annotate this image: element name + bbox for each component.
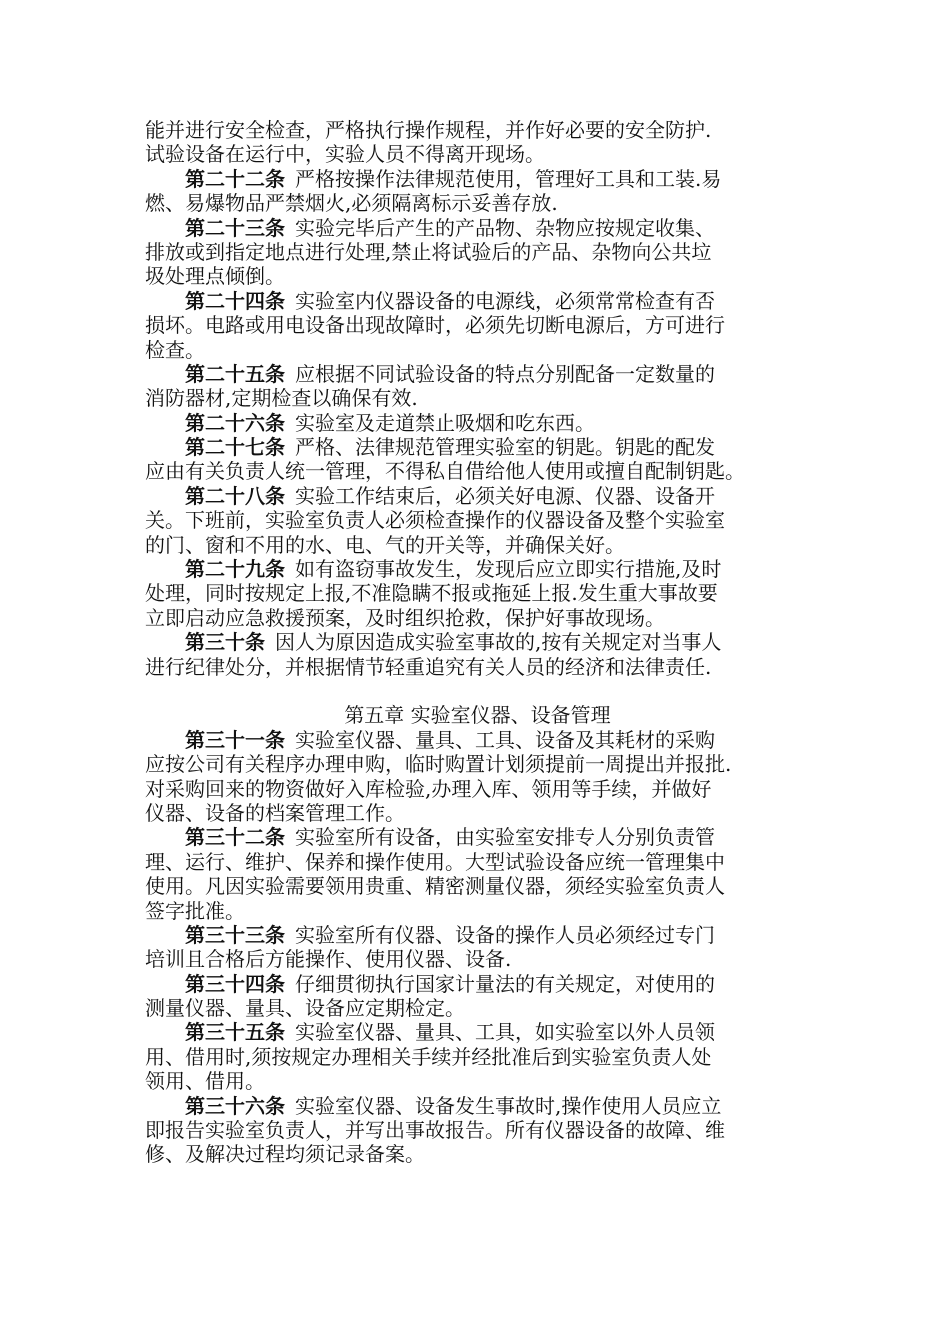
text-line: 即报告实验室负责人，并写出事故报告。所有仪器设备的故障、维 bbox=[145, 1118, 725, 1143]
article-first-line bbox=[145, 728, 810, 752]
blank-line bbox=[145, 679, 810, 703]
document-page bbox=[145, 118, 810, 1167]
article-number: 第二十六条 bbox=[185, 410, 285, 435]
text-line: 对采购回来的物资做好入库检验,办理入库、领用等手续，并做好 bbox=[145, 776, 712, 801]
article-text: 实验室及走道禁止吸烟和吃东西。 bbox=[295, 410, 595, 435]
article-text: 因人为原因造成实验室事故的,按有关规定对当事人 bbox=[275, 630, 722, 655]
article-number: 第三十四条 bbox=[185, 971, 285, 996]
article-text: 实验室所有仪器、设备的操作人员必须经过专门 bbox=[295, 922, 715, 947]
text-line: 处理，同时按规定上报,不准隐瞒不报或拖延上报.发生重大事故要 bbox=[145, 581, 718, 606]
article-text: 如有盗窃事故发生，发现后应立即实行措施,及时 bbox=[295, 557, 722, 582]
text-line: 消防器材,定期检查以确保有效. bbox=[145, 386, 418, 411]
article-number: 第三十一条 bbox=[185, 727, 285, 752]
text-line: 修、及解决过程均须记录备案。 bbox=[145, 1142, 425, 1167]
article-number: 第二十五条 bbox=[185, 361, 285, 386]
article-text: 严格按操作法律规范使用，管理好工具和工装.易 bbox=[295, 166, 722, 191]
text-line: 进行纪律处分，并根据情节轻重追究有关人员的经济和法律责任. bbox=[145, 654, 712, 679]
article-number: 第三十二条 bbox=[185, 825, 285, 850]
article-number: 第二十二条 bbox=[185, 166, 285, 191]
article-number: 第二十四条 bbox=[185, 288, 285, 313]
article-first-line bbox=[145, 557, 810, 581]
article-first-line bbox=[145, 435, 810, 459]
text-line: 培训且合格后方能操作、使用仪器、设备. bbox=[145, 947, 512, 972]
article-number: 第二十八条 bbox=[185, 483, 285, 508]
article-first-line bbox=[145, 216, 810, 240]
text-line: 用、借用时,须按规定办理相关手续并经批准后到实验室负责人处 bbox=[145, 1044, 712, 1069]
article-number: 第二十九条 bbox=[185, 557, 285, 582]
text-line: 使用。凡因实验需要领用贵重、精密测量仪器，须经实验室负责人 bbox=[145, 874, 725, 899]
article-first-line bbox=[145, 972, 810, 996]
article-number: 第三十六条 bbox=[185, 1093, 285, 1118]
text-line: 应由有关负责人统一管理，不得私自借给他人使用或擅自配制钥匙。 bbox=[145, 459, 745, 484]
text-line: 排放或到指定地点进行处理,禁止将试验后的产品、杂物向公共垃 bbox=[145, 239, 712, 264]
article-text: 实验室仪器、量具、工具，如实验室以外人员领 bbox=[295, 1020, 715, 1045]
text-line: 检查。 bbox=[145, 337, 205, 362]
article-first-line bbox=[145, 1020, 810, 1044]
text-line: 损坏。电路或用电设备出现故障时，必须先切断电源后，方可进行 bbox=[145, 313, 725, 338]
text-line: 立即启动应急救援预案，及时组织抢救，保护好事故现场。 bbox=[145, 605, 665, 630]
article-text: 实验室所有设备，由实验室安排专人分别负责管 bbox=[295, 825, 715, 850]
article-first-line bbox=[145, 825, 810, 849]
text-line: 应按公司有关程序办理申购，临时购置计划须提前一周提出并报批. bbox=[145, 752, 732, 777]
text-line: 领用、借用。 bbox=[145, 1069, 265, 1094]
text-line: 签字批准。 bbox=[145, 898, 245, 923]
article-first-line bbox=[145, 923, 810, 947]
article-text: 严格、法律规范管理实验室的钥匙。钥匙的配发 bbox=[295, 435, 715, 460]
article-first-line bbox=[145, 411, 810, 435]
text-line: 测量仪器、量具、设备应定期检定。 bbox=[145, 996, 465, 1021]
article-first-line bbox=[145, 484, 810, 508]
article-first-line bbox=[145, 1094, 810, 1118]
article-text: 仔细贯彻执行国家计量法的有关规定，对使用的 bbox=[295, 971, 715, 996]
text-line: 燃、易爆物品严禁烟火,必须隔离标示妥善存放. bbox=[145, 191, 558, 216]
article-number: 第三十条 bbox=[185, 630, 265, 655]
article-text: 实验工作结束后，必须关好电源、仪器、设备开 bbox=[295, 483, 715, 508]
article-text: 应根据不同试验设备的特点分别配备一定数量的 bbox=[295, 361, 715, 386]
article-text: 实验完毕后产生的产品物、杂物应按规定收集、 bbox=[295, 215, 715, 240]
article-number: 第三十三条 bbox=[185, 922, 285, 947]
text-line: 仪器、设备的档案管理工作。 bbox=[145, 800, 405, 825]
article-text: 实验室内仪器设备的电源线，必须常常检查有否 bbox=[295, 288, 715, 313]
article-first-line bbox=[145, 289, 810, 313]
chapter-heading: 第五章 实验室仪器、设备管理 bbox=[344, 703, 611, 728]
article-number: 第二十三条 bbox=[185, 215, 285, 240]
article-first-line bbox=[145, 630, 810, 654]
text-line: 理、运行、维护、保养和操作使用。大型试验设备应统一管理集中 bbox=[145, 849, 725, 874]
article-first-line bbox=[145, 167, 810, 191]
text-line: 圾处理点倾倒。 bbox=[145, 264, 285, 289]
article-text: 实验室仪器、设备发生事故时,操作使用人员应立 bbox=[295, 1093, 722, 1118]
article-number: 第三十五条 bbox=[185, 1020, 285, 1045]
text-line: 关。下班前，实验室负责人必须检查操作的仪器设备及整个实验室 bbox=[145, 508, 725, 533]
article-first-line bbox=[145, 362, 810, 386]
text-line: 试验设备在运行中，实验人员不得离开现场。 bbox=[145, 142, 545, 167]
text-line: 的门、窗和不用的水、电、气的开关等，并确保关好。 bbox=[145, 532, 625, 557]
article-number: 第二十七条 bbox=[185, 435, 285, 460]
article-text: 实验室仪器、量具、工具、设备及其耗材的采购 bbox=[295, 727, 715, 752]
text-line: 能并进行安全检查，严格执行操作规程，并作好必要的安全防护. bbox=[145, 118, 712, 142]
